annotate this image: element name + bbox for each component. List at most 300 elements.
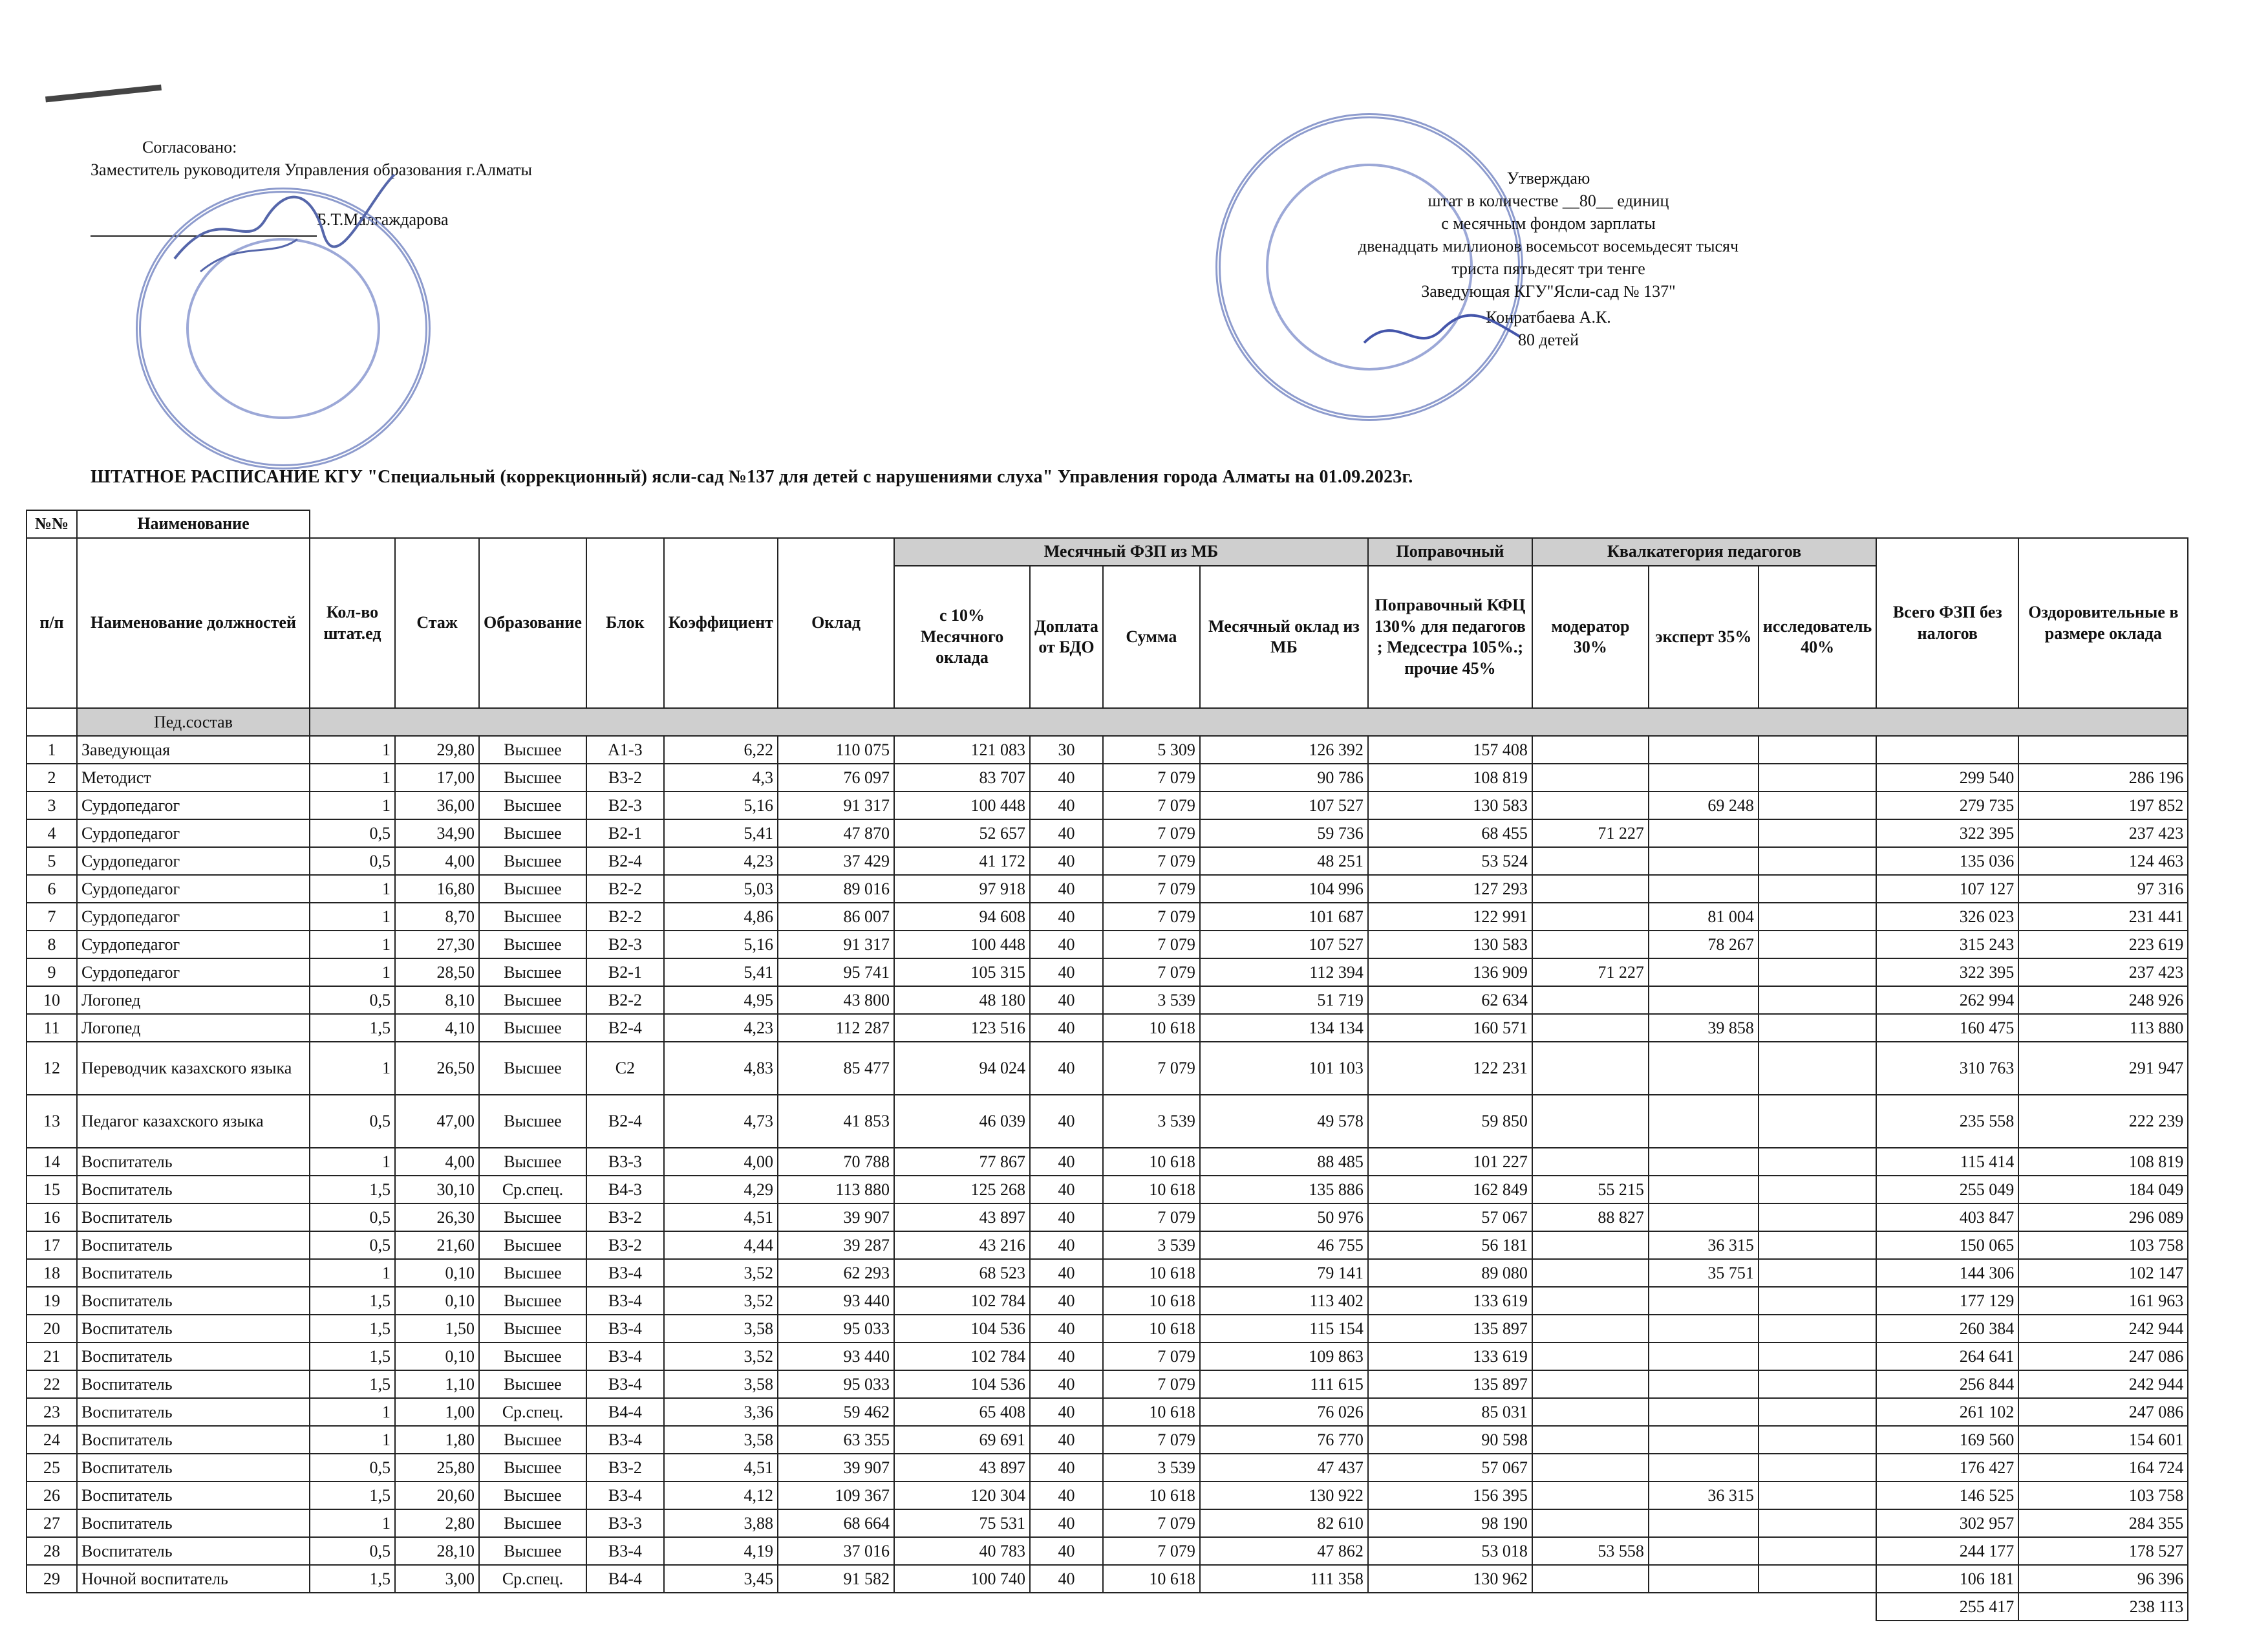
cell-edu: Высшее bbox=[479, 1342, 586, 1370]
cell-sum: 7 079 bbox=[1103, 1342, 1200, 1370]
cell-count: 1 bbox=[310, 1042, 395, 1095]
cell-exp35 bbox=[1649, 1176, 1759, 1203]
table-row bbox=[27, 1287, 2188, 1315]
cell-n: 13 bbox=[27, 1095, 77, 1148]
cell-name: Переводчик казахского языка bbox=[77, 1042, 310, 1095]
table-row bbox=[27, 1095, 2188, 1148]
cell-salary: 85 477 bbox=[778, 1042, 894, 1095]
cell-block: В3-4 bbox=[586, 1259, 664, 1287]
cell-salary: 93 440 bbox=[778, 1287, 894, 1315]
cell-count: 0,5 bbox=[310, 819, 395, 847]
cell-corr: 53 524 bbox=[1368, 847, 1532, 875]
cell-coef: 3,58 bbox=[664, 1426, 778, 1454]
cell-total: 176 427 bbox=[1876, 1454, 2018, 1482]
approval-left-line1: Согласовано: bbox=[142, 138, 237, 156]
approval-left-line3: Б.Т.Малгаждарова bbox=[317, 210, 449, 230]
cell-n: 22 bbox=[27, 1370, 77, 1398]
table-row bbox=[27, 1537, 2188, 1565]
cell-exp: 4,00 bbox=[395, 1148, 479, 1176]
cell-salary: 91 317 bbox=[778, 792, 894, 819]
hdr-with10: с 10% Месячного оклада bbox=[894, 566, 1030, 708]
cell-mod bbox=[1532, 1482, 1649, 1509]
cell-exp: 4,10 bbox=[395, 1014, 479, 1042]
table-row bbox=[27, 819, 2188, 847]
cell-n: 5 bbox=[27, 847, 77, 875]
cell-health: 197 852 bbox=[2018, 792, 2188, 819]
hdr-experience: Стаж bbox=[395, 538, 479, 708]
cell-coef: 5,41 bbox=[664, 819, 778, 847]
cell-sum: 7 079 bbox=[1103, 875, 1200, 903]
cell-n: 3 bbox=[27, 792, 77, 819]
trailing-total: 255 417 bbox=[1876, 1593, 2018, 1621]
hdr-moderator: модератор 30% bbox=[1532, 566, 1649, 708]
cell-mod bbox=[1532, 1426, 1649, 1454]
hdr-name-top: Наименование bbox=[77, 510, 310, 538]
cell-res bbox=[1759, 1482, 1876, 1509]
cell-res bbox=[1759, 847, 1876, 875]
cell-health: 237 423 bbox=[2018, 958, 2188, 986]
cell-block: В2-4 bbox=[586, 1014, 664, 1042]
cell-monthly: 47 437 bbox=[1200, 1454, 1368, 1482]
cell-total: 322 395 bbox=[1876, 819, 2018, 847]
cell-total: 279 735 bbox=[1876, 792, 2018, 819]
cell-exp: 28,10 bbox=[395, 1537, 479, 1565]
cell-total: 315 243 bbox=[1876, 931, 2018, 958]
cell-total: 177 129 bbox=[1876, 1287, 2018, 1315]
cell-n: 12 bbox=[27, 1042, 77, 1095]
cell-total bbox=[1876, 736, 2018, 764]
cell-exp: 29,80 bbox=[395, 736, 479, 764]
cell-name: Сурдопедагог bbox=[77, 875, 310, 903]
cell-p10: 48 180 bbox=[894, 986, 1030, 1014]
cell-bdo: 40 bbox=[1030, 1454, 1103, 1482]
cell-count: 1,5 bbox=[310, 1287, 395, 1315]
cell-name: Воспитатель bbox=[77, 1398, 310, 1426]
cell-total: 256 844 bbox=[1876, 1370, 2018, 1398]
cell-monthly: 48 251 bbox=[1200, 847, 1368, 875]
hdr-coefficient: Коэффициент bbox=[664, 538, 778, 708]
cell-salary: 37 429 bbox=[778, 847, 894, 875]
approval-right-line5: триста пятьдесят три тенге bbox=[1451, 259, 1645, 279]
cell-exp: 30,10 bbox=[395, 1176, 479, 1203]
approval-right-line4: двенадцать миллионов восемьсот восемьдесят тысяч bbox=[1358, 237, 1739, 256]
cell-health: 108 819 bbox=[2018, 1148, 2188, 1176]
cell-coef: 4,19 bbox=[664, 1537, 778, 1565]
cell-salary: 91 317 bbox=[778, 931, 894, 958]
cell-block: В3-4 bbox=[586, 1370, 664, 1398]
cell-n: 19 bbox=[27, 1287, 77, 1315]
cell-corr: 130 583 bbox=[1368, 931, 1532, 958]
cell-health: 184 049 bbox=[2018, 1176, 2188, 1203]
cell-p10: 104 536 bbox=[894, 1315, 1030, 1342]
cell-block: А1-3 bbox=[586, 736, 664, 764]
cell-mod bbox=[1532, 1370, 1649, 1398]
cell-block: В2-3 bbox=[586, 792, 664, 819]
cell-coef: 4,73 bbox=[664, 1095, 778, 1148]
cell-corr: 135 897 bbox=[1368, 1370, 1532, 1398]
cell-p10: 65 408 bbox=[894, 1398, 1030, 1426]
cell-p10: 52 657 bbox=[894, 819, 1030, 847]
cell-monthly: 46 755 bbox=[1200, 1231, 1368, 1259]
cell-count: 0,5 bbox=[310, 986, 395, 1014]
cell-corr: 59 850 bbox=[1368, 1095, 1532, 1148]
approval-right-line1: Утверждаю bbox=[1506, 169, 1590, 188]
hdr-researcher: иcследователь 40% bbox=[1759, 566, 1876, 708]
cell-corr: 98 190 bbox=[1368, 1509, 1532, 1537]
signature-right bbox=[1358, 304, 1526, 362]
cell-mod bbox=[1532, 1014, 1649, 1042]
cell-bdo: 40 bbox=[1030, 764, 1103, 792]
cell-bdo: 40 bbox=[1030, 875, 1103, 903]
cell-coef: 3,58 bbox=[664, 1370, 778, 1398]
cell-corr: 130 962 bbox=[1368, 1565, 1532, 1593]
cell-sum: 7 079 bbox=[1103, 1203, 1200, 1231]
cell-monthly: 130 922 bbox=[1200, 1482, 1368, 1509]
hdr-category-group: Квалкатегория педагогов bbox=[1532, 538, 1876, 566]
cell-sum: 7 079 bbox=[1103, 1370, 1200, 1398]
cell-health bbox=[2018, 736, 2188, 764]
cell-sum: 10 618 bbox=[1103, 1014, 1200, 1042]
cell-exp35: 69 248 bbox=[1649, 792, 1759, 819]
cell-salary: 68 664 bbox=[778, 1509, 894, 1537]
cell-salary: 112 287 bbox=[778, 1014, 894, 1042]
cell-block: В3-2 bbox=[586, 1231, 664, 1259]
cell-salary: 95 033 bbox=[778, 1315, 894, 1342]
cell-monthly: 101 687 bbox=[1200, 903, 1368, 931]
cell-exp: 26,50 bbox=[395, 1042, 479, 1095]
table-row bbox=[27, 986, 2188, 1014]
table-row bbox=[27, 1342, 2188, 1370]
cell-exp35: 81 004 bbox=[1649, 903, 1759, 931]
cell-corr: 127 293 bbox=[1368, 875, 1532, 903]
cell-res bbox=[1759, 736, 1876, 764]
cell-edu: Высшее bbox=[479, 1014, 586, 1042]
cell-health: 154 601 bbox=[2018, 1426, 2188, 1454]
cell-exp35 bbox=[1649, 1287, 1759, 1315]
cell-health: 247 086 bbox=[2018, 1398, 2188, 1426]
cell-mod bbox=[1532, 764, 1649, 792]
cell-sum: 3 539 bbox=[1103, 1454, 1200, 1482]
cell-name: Сурдопедагог bbox=[77, 903, 310, 931]
cell-health: 237 423 bbox=[2018, 819, 2188, 847]
cell-mod bbox=[1532, 1231, 1649, 1259]
cell-name: Логопед bbox=[77, 986, 310, 1014]
cell-name: Воспитатель bbox=[77, 1148, 310, 1176]
cell-sum: 3 539 bbox=[1103, 1095, 1200, 1148]
cell-res bbox=[1759, 1259, 1876, 1287]
cell-res bbox=[1759, 1176, 1876, 1203]
cell-exp35: 36 315 bbox=[1649, 1231, 1759, 1259]
cell-health: 103 758 bbox=[2018, 1482, 2188, 1509]
cell-bdo: 40 bbox=[1030, 1426, 1103, 1454]
cell-corr: 122 231 bbox=[1368, 1042, 1532, 1095]
cell-bdo: 40 bbox=[1030, 1370, 1103, 1398]
cell-health: 113 880 bbox=[2018, 1014, 2188, 1042]
cell-n: 20 bbox=[27, 1315, 77, 1342]
cell-coef: 4,12 bbox=[664, 1482, 778, 1509]
table-row bbox=[27, 736, 2188, 764]
cell-mod: 88 827 bbox=[1532, 1203, 1649, 1231]
cell-coef: 5,16 bbox=[664, 792, 778, 819]
cell-mod: 53 558 bbox=[1532, 1537, 1649, 1565]
cell-health: 164 724 bbox=[2018, 1454, 2188, 1482]
cell-corr: 133 619 bbox=[1368, 1287, 1532, 1315]
cell-n: 8 bbox=[27, 931, 77, 958]
cell-block: В3-4 bbox=[586, 1315, 664, 1342]
cell-total: 135 036 bbox=[1876, 847, 2018, 875]
cell-block: В3-3 bbox=[586, 1509, 664, 1537]
cell-coef: 3,45 bbox=[664, 1565, 778, 1593]
cell-p10: 43 897 bbox=[894, 1454, 1030, 1482]
cell-salary: 93 440 bbox=[778, 1342, 894, 1370]
cell-exp35 bbox=[1649, 1148, 1759, 1176]
cell-name: Воспитатель bbox=[77, 1509, 310, 1537]
cell-total: 150 065 bbox=[1876, 1231, 2018, 1259]
cell-sum: 10 618 bbox=[1103, 1565, 1200, 1593]
cell-salary: 70 788 bbox=[778, 1148, 894, 1176]
cell-edu: Высшее bbox=[479, 792, 586, 819]
cell-corr: 136 909 bbox=[1368, 958, 1532, 986]
cell-exp: 20,60 bbox=[395, 1482, 479, 1509]
cell-n: 15 bbox=[27, 1176, 77, 1203]
cell-exp: 4,00 bbox=[395, 847, 479, 875]
cell-edu: Высшее bbox=[479, 1231, 586, 1259]
cell-n: 10 bbox=[27, 986, 77, 1014]
cell-mod: 55 215 bbox=[1532, 1176, 1649, 1203]
cell-monthly: 49 578 bbox=[1200, 1095, 1368, 1148]
cell-exp: 25,80 bbox=[395, 1454, 479, 1482]
cell-name: Воспитатель bbox=[77, 1259, 310, 1287]
cell-salary: 59 462 bbox=[778, 1398, 894, 1426]
cell-sum: 10 618 bbox=[1103, 1398, 1200, 1426]
cell-mod bbox=[1532, 1454, 1649, 1482]
cell-health: 291 947 bbox=[2018, 1042, 2188, 1095]
cell-exp: 8,70 bbox=[395, 903, 479, 931]
table-row bbox=[27, 1176, 2188, 1203]
cell-edu: Высшее bbox=[479, 1426, 586, 1454]
cell-corr: 133 619 bbox=[1368, 1342, 1532, 1370]
cell-edu: Ср.спец. bbox=[479, 1398, 586, 1426]
cell-p10: 43 897 bbox=[894, 1203, 1030, 1231]
cell-res bbox=[1759, 1148, 1876, 1176]
cell-mod: 71 227 bbox=[1532, 819, 1649, 847]
cell-name: Сурдопедагог bbox=[77, 819, 310, 847]
cell-name: Воспитатель bbox=[77, 1203, 310, 1231]
cell-name: Сурдопедагог bbox=[77, 792, 310, 819]
cell-monthly: 115 154 bbox=[1200, 1315, 1368, 1342]
cell-p10: 40 783 bbox=[894, 1537, 1030, 1565]
cell-bdo: 40 bbox=[1030, 1259, 1103, 1287]
cell-corr: 90 598 bbox=[1368, 1426, 1532, 1454]
cell-coef: 5,41 bbox=[664, 958, 778, 986]
cell-salary: 37 016 bbox=[778, 1537, 894, 1565]
cell-health: 223 619 bbox=[2018, 931, 2188, 958]
cell-bdo: 40 bbox=[1030, 1565, 1103, 1593]
cell-salary: 39 907 bbox=[778, 1203, 894, 1231]
cell-corr: 56 181 bbox=[1368, 1231, 1532, 1259]
approval-right-line2: штат в количестве __80__ единиц bbox=[1428, 191, 1669, 211]
cell-sum: 5 309 bbox=[1103, 736, 1200, 764]
cell-exp: 36,00 bbox=[395, 792, 479, 819]
cell-res bbox=[1759, 903, 1876, 931]
cell-mod bbox=[1532, 1042, 1649, 1095]
cell-count: 0,5 bbox=[310, 1537, 395, 1565]
cell-bdo: 40 bbox=[1030, 819, 1103, 847]
cell-bdo: 40 bbox=[1030, 1537, 1103, 1565]
cell-monthly: 50 976 bbox=[1200, 1203, 1368, 1231]
table-row-trailing bbox=[27, 1593, 2188, 1621]
cell-bdo: 40 bbox=[1030, 1398, 1103, 1426]
cell-coef: 4,51 bbox=[664, 1203, 778, 1231]
cell-edu: Высшее bbox=[479, 958, 586, 986]
cell-coef: 4,3 bbox=[664, 764, 778, 792]
cell-monthly: 107 527 bbox=[1200, 792, 1368, 819]
hdr-num: п/п bbox=[27, 538, 77, 708]
cell-salary: 95 741 bbox=[778, 958, 894, 986]
cell-p10: 94 608 bbox=[894, 903, 1030, 931]
table-row bbox=[27, 1398, 2188, 1426]
cell-count: 0,5 bbox=[310, 1203, 395, 1231]
cell-exp35 bbox=[1649, 1454, 1759, 1482]
cell-edu: Высшее bbox=[479, 736, 586, 764]
cell-block: В3-2 bbox=[586, 764, 664, 792]
cell-bdo: 40 bbox=[1030, 1287, 1103, 1315]
cell-count: 1,5 bbox=[310, 1342, 395, 1370]
cell-coef: 4,86 bbox=[664, 903, 778, 931]
cell-salary: 89 016 bbox=[778, 875, 894, 903]
cell-total: 260 384 bbox=[1876, 1315, 2018, 1342]
cell-res bbox=[1759, 1287, 1876, 1315]
cell-salary: 62 293 bbox=[778, 1259, 894, 1287]
cell-bdo: 40 bbox=[1030, 1342, 1103, 1370]
cell-mod bbox=[1532, 986, 1649, 1014]
cell-exp35 bbox=[1649, 1370, 1759, 1398]
cell-exp: 16,80 bbox=[395, 875, 479, 903]
cell-mod bbox=[1532, 1315, 1649, 1342]
cell-res bbox=[1759, 1565, 1876, 1593]
cell-count: 1 bbox=[310, 736, 395, 764]
cell-bdo: 40 bbox=[1030, 792, 1103, 819]
cell-exp: 0,10 bbox=[395, 1287, 479, 1315]
cell-count: 1 bbox=[310, 1426, 395, 1454]
cell-p10: 125 268 bbox=[894, 1176, 1030, 1203]
cell-sum: 7 079 bbox=[1103, 1537, 1200, 1565]
cell-sum: 7 079 bbox=[1103, 1042, 1200, 1095]
cell-res bbox=[1759, 1454, 1876, 1482]
cell-monthly: 111 615 bbox=[1200, 1370, 1368, 1398]
cell-count: 1,5 bbox=[310, 1176, 395, 1203]
cell-corr: 57 067 bbox=[1368, 1454, 1532, 1482]
cell-exp35 bbox=[1649, 847, 1759, 875]
cell-total: 160 475 bbox=[1876, 1014, 2018, 1042]
cell-monthly: 51 719 bbox=[1200, 986, 1368, 1014]
cell-count: 1,5 bbox=[310, 1014, 395, 1042]
cell-mod bbox=[1532, 792, 1649, 819]
cell-monthly: 135 886 bbox=[1200, 1176, 1368, 1203]
hdr-education: Образование bbox=[479, 538, 586, 708]
cell-corr: 57 067 bbox=[1368, 1203, 1532, 1231]
cell-name: Методист bbox=[77, 764, 310, 792]
cell-health: 222 239 bbox=[2018, 1095, 2188, 1148]
cell-edu: Высшее bbox=[479, 764, 586, 792]
cell-bdo: 40 bbox=[1030, 1231, 1103, 1259]
cell-res bbox=[1759, 1315, 1876, 1342]
cell-monthly: 107 527 bbox=[1200, 931, 1368, 958]
cell-exp35 bbox=[1649, 1398, 1759, 1426]
cell-p10: 94 024 bbox=[894, 1042, 1030, 1095]
table-row bbox=[27, 1565, 2188, 1593]
cell-monthly: 76 770 bbox=[1200, 1426, 1368, 1454]
cell-res bbox=[1759, 875, 1876, 903]
cell-exp: 17,00 bbox=[395, 764, 479, 792]
cell-bdo: 30 bbox=[1030, 736, 1103, 764]
cell-n: 14 bbox=[27, 1148, 77, 1176]
cell-count: 1 bbox=[310, 1148, 395, 1176]
cell-exp35 bbox=[1649, 1426, 1759, 1454]
cell-mod bbox=[1532, 875, 1649, 903]
cell-monthly: 76 026 bbox=[1200, 1398, 1368, 1426]
hdr-position: Наименование должностей bbox=[77, 538, 310, 708]
cell-total: 299 540 bbox=[1876, 764, 2018, 792]
cell-res bbox=[1759, 1370, 1876, 1398]
cell-bdo: 40 bbox=[1030, 1203, 1103, 1231]
cell-sum: 10 618 bbox=[1103, 1482, 1200, 1509]
cell-block: В4-3 bbox=[586, 1176, 664, 1203]
cell-health: 242 944 bbox=[2018, 1315, 2188, 1342]
cell-corr: 85 031 bbox=[1368, 1398, 1532, 1426]
cell-exp: 3,00 bbox=[395, 1565, 479, 1593]
cell-block: В3-4 bbox=[586, 1482, 664, 1509]
cell-p10: 100 448 bbox=[894, 931, 1030, 958]
cell-bdo: 40 bbox=[1030, 903, 1103, 931]
cell-salary: 41 853 bbox=[778, 1095, 894, 1148]
cell-name: Воспитатель bbox=[77, 1426, 310, 1454]
table-row bbox=[27, 903, 2188, 931]
cell-total: 115 414 bbox=[1876, 1148, 2018, 1176]
cell-sum: 7 079 bbox=[1103, 958, 1200, 986]
approval-right-line3: с месячным фондом зарплаты bbox=[1441, 214, 1656, 233]
cell-count: 1,5 bbox=[310, 1315, 395, 1342]
cell-block: В2-2 bbox=[586, 903, 664, 931]
cell-mod bbox=[1532, 1565, 1649, 1593]
cell-sum: 7 079 bbox=[1103, 764, 1200, 792]
cell-bdo: 40 bbox=[1030, 1042, 1103, 1095]
cell-mod bbox=[1532, 736, 1649, 764]
table-row bbox=[27, 1231, 2188, 1259]
cell-health: 124 463 bbox=[2018, 847, 2188, 875]
cell-sum: 7 079 bbox=[1103, 819, 1200, 847]
cell-health: 248 926 bbox=[2018, 986, 2188, 1014]
cell-sum: 7 079 bbox=[1103, 1509, 1200, 1537]
cell-coef: 3,36 bbox=[664, 1398, 778, 1426]
cell-sum: 3 539 bbox=[1103, 1231, 1200, 1259]
cell-total: 244 177 bbox=[1876, 1537, 2018, 1565]
cell-edu: Высшее bbox=[479, 847, 586, 875]
cell-monthly: 126 392 bbox=[1200, 736, 1368, 764]
cell-exp35 bbox=[1649, 1042, 1759, 1095]
cell-count: 1 bbox=[310, 931, 395, 958]
cell-edu: Высшее bbox=[479, 931, 586, 958]
cell-monthly: 104 996 bbox=[1200, 875, 1368, 903]
table-row bbox=[27, 1014, 2188, 1042]
cell-name: Воспитатель bbox=[77, 1482, 310, 1509]
cell-corr: 108 819 bbox=[1368, 764, 1532, 792]
cell-bdo: 40 bbox=[1030, 1509, 1103, 1537]
cell-sum: 10 618 bbox=[1103, 1148, 1200, 1176]
cell-res bbox=[1759, 1426, 1876, 1454]
cell-exp35 bbox=[1649, 736, 1759, 764]
cell-p10: 102 784 bbox=[894, 1342, 1030, 1370]
